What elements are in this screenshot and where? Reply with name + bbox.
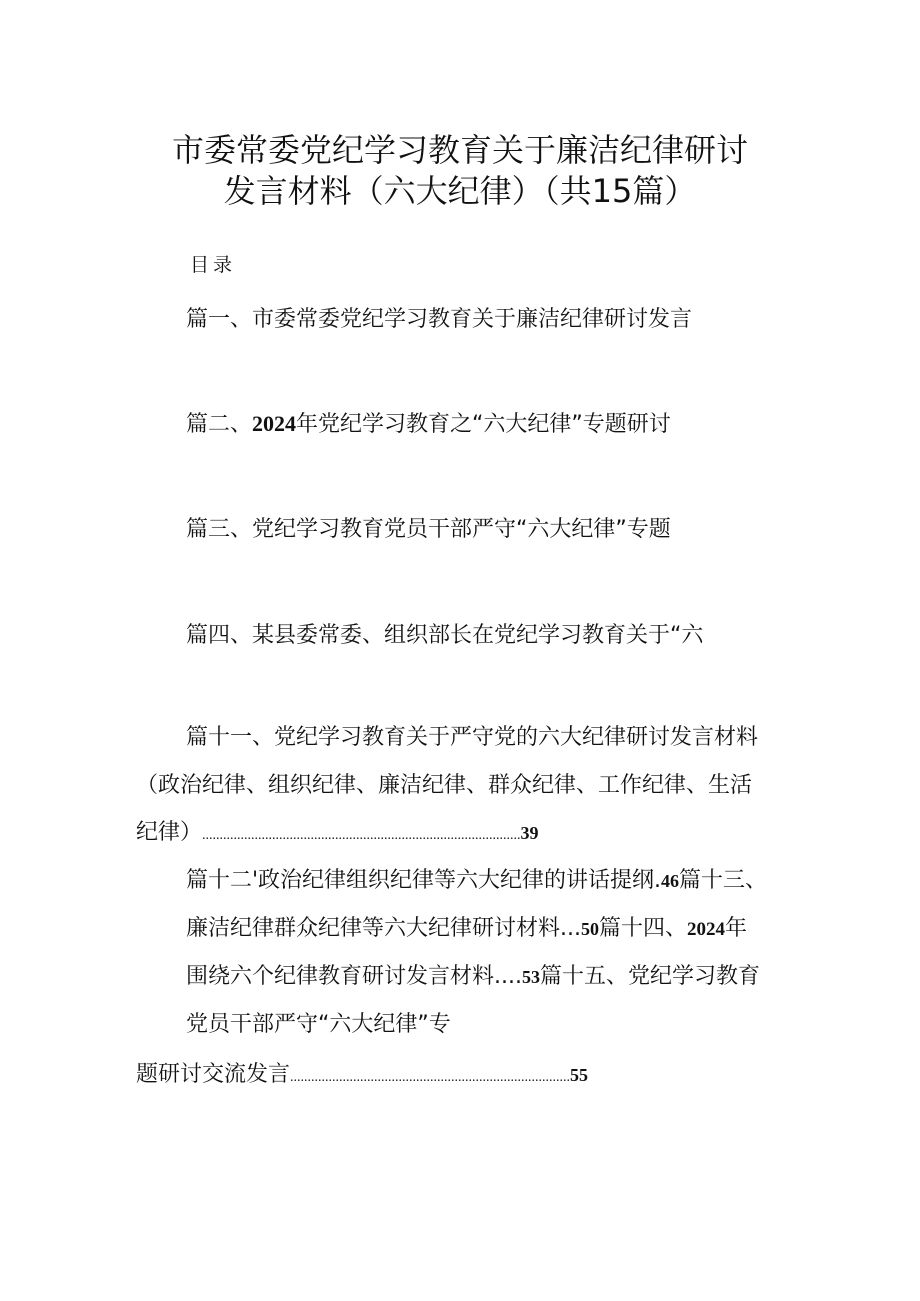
toc-item-2[interactable] (186, 407, 671, 442)
toc-item-11-page-number: 39 (520, 823, 539, 843)
toc-item-11-leader-dots: ........................................................................................... (202, 828, 521, 843)
toc-item-14-start: 篇十四、 (598, 916, 687, 941)
toc-item-11-line-3[interactable] (136, 816, 539, 853)
toc-item-13-page-number: 50 (580, 919, 599, 939)
document-title-line-2: 发言材料（六大纪律）（共15篇） (223, 172, 697, 210)
toc-item-14-year: 2024 (687, 919, 725, 940)
toc-item-15-leader-dots: ................................................................................ (290, 1070, 571, 1085)
document-title-line-1: 市委常委党纪学习教育关于廉洁纪律研讨 (171, 131, 748, 169)
toc-heading: 目录 (190, 254, 237, 276)
toc-item-1[interactable]: 篇一、市委常委党纪学习教育关于廉洁纪律研讨发言 (186, 307, 693, 332)
toc-item-2-suffix: 年党纪学习教育之“六大纪律”专题研讨 (296, 412, 671, 437)
toc-item-14-page-number: 53 (521, 967, 540, 987)
toc-block-line-3[interactable] (186, 960, 760, 994)
toc-item-14-text: 围绕六个纪律教育研讨发言材料.... (186, 964, 522, 989)
toc-item-2-prefix: 篇二、 (186, 412, 253, 437)
toc-item-11-text: 纪律） (136, 820, 203, 845)
toc-item-11-line-2[interactable]: （政治纪律、组织纪律、廉洁纪律、群众纪律、工作纪律、生活 (136, 773, 753, 798)
toc-block-line-2[interactable] (186, 912, 747, 947)
toc-block-line-4[interactable]: 党员干部严守“六大纪律”专 (186, 1012, 451, 1037)
toc-item-15-start: 篇十五、党纪学习教育 (539, 964, 760, 989)
toc-block-line-1[interactable] (186, 864, 767, 898)
toc-item-13-start: 篇十三、 (679, 868, 768, 893)
toc-item-15-page-number: 55 (570, 1065, 589, 1085)
toc-item-11-line-1[interactable]: 篇十一、党纪学习教育关于严守党的六大纪律研讨发言材料 (186, 725, 759, 750)
toc-item-12-text: 篇十二'政治纪律组织纪律等六大纪律的讲话提纲. (186, 868, 662, 893)
toc-item-12-page-number: 46 (661, 871, 680, 891)
toc-item-14-year-suffix: 年 (725, 916, 748, 941)
toc-item-13-text: 廉洁纪律群众纪律等六大纪律研讨材料... (186, 916, 581, 941)
toc-item-15-text: 题研讨交流发言 (136, 1062, 291, 1087)
toc-item-4[interactable]: 篇四、某县委常委、组织部长在党纪学习教育关于“六 (186, 623, 704, 648)
toc-item-3[interactable]: 篇三、党纪学习教育党员干部严守“六大纪律”专题 (186, 517, 671, 542)
toc-item-15-line-2[interactable] (136, 1058, 588, 1095)
toc-item-2-year: 2024 (252, 411, 297, 436)
